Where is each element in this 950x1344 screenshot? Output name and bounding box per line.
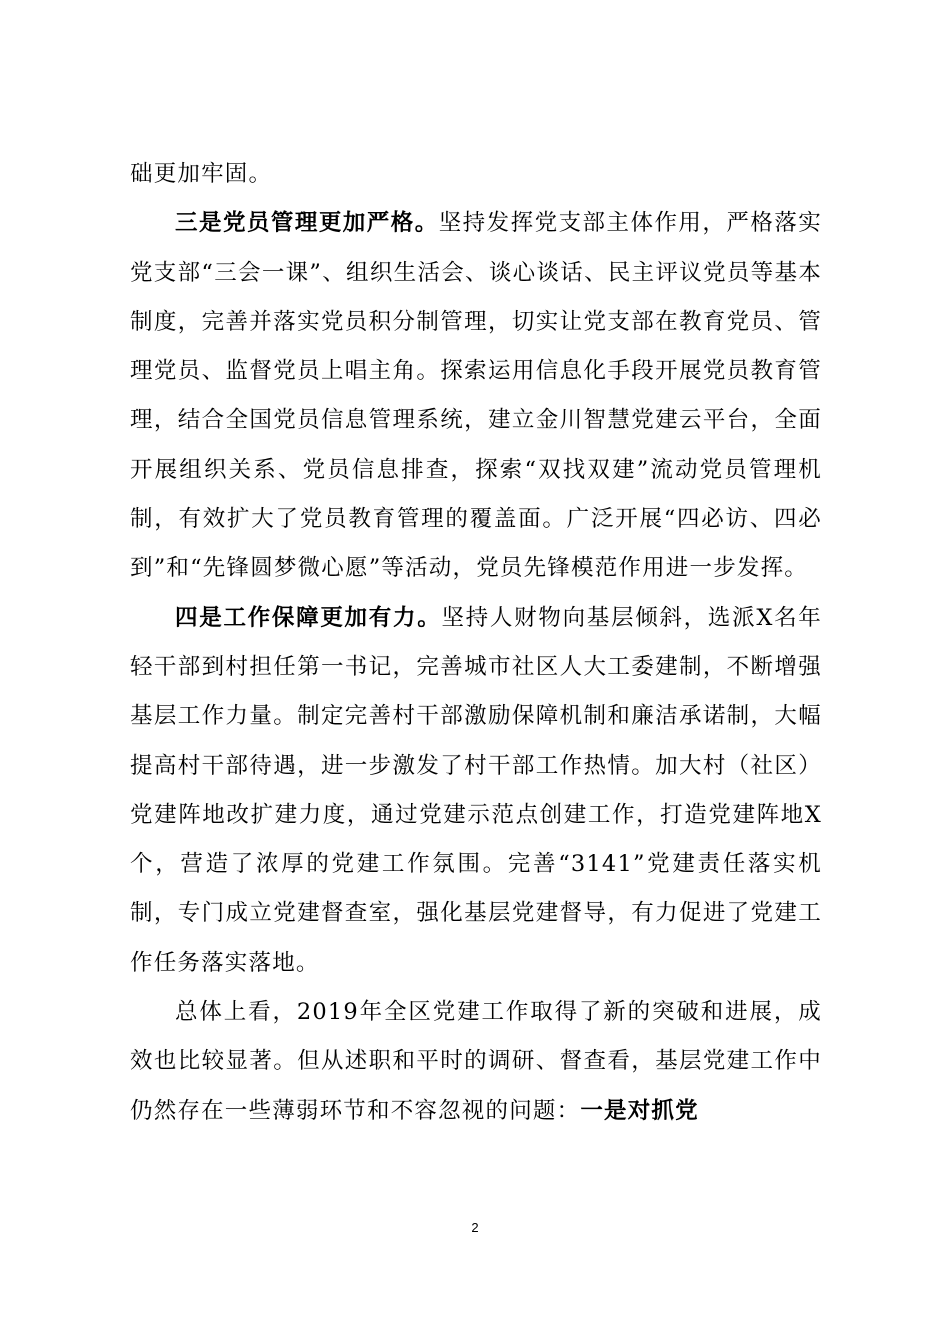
paragraph-party-member-management	[130, 199, 822, 593]
paragraph-body: 总体上看，2019年全区党建工作取得了新的突破和进展，成效也比较显著。但从述职和平时的调研、督查看，基层党建工作中仍然存在一些薄弱环节和不容忽视的问题：	[130, 999, 822, 1124]
paragraph-lead: 三是党员管理更加严格。	[175, 210, 439, 237]
paragraph-body: 础更加牢固。	[130, 161, 273, 187]
body-text	[130, 150, 822, 1136]
paragraph-work-guarantee	[130, 594, 822, 988]
paragraph-body: 坚持人财物向基层倾斜，选派X名年轻干部到村担任第一书记，完善城市社区人大工委建制，不断增强基层工作力量。制定完善村干部激励保障机制和廉洁承诺制，大幅提高村干部待遇，进一步激发了村干部工作热情。加大村（社区）党建阵地改扩建力度，通过党建示范点创建工作，打造党建阵地X个，营造了浓厚的党建工作氛围。完善“3141”党建责任落实机制，专门成立党建督查室，强化基层党建督导，有力促进了党建工作任务落实落地。	[130, 604, 823, 976]
paragraph-lead: 四是工作保障更加有力。	[175, 604, 442, 631]
page-number: 2	[471, 1220, 479, 1235]
paragraph-overall-summary	[130, 988, 822, 1136]
paragraph-body: 坚持发挥党支部主体作用，严格落实党支部“三会一课”、组织生活会、谈心谈话、民主评议党员等基本制度，完善并落实党员积分制管理，切实让党支部在教育党员、管理党员、监督党员上唱主角。探索运用信息化手段开展党员教育管理，结合全国党员信息管理系统，建立金川智慧党建云平台，全面开展组织关系、党员信息排查，探索“双找双建”流动党员管理机制，有效扩大了党员教育管理的覆盖面。广泛开展“四必访、四必到”和“先锋圆梦微心愿”等活动，党员先锋模范作用进一步发挥。	[130, 210, 822, 582]
paragraph-trailing-lead: 一是对抓党	[580, 1097, 699, 1124]
paragraph-continuation	[130, 150, 822, 199]
